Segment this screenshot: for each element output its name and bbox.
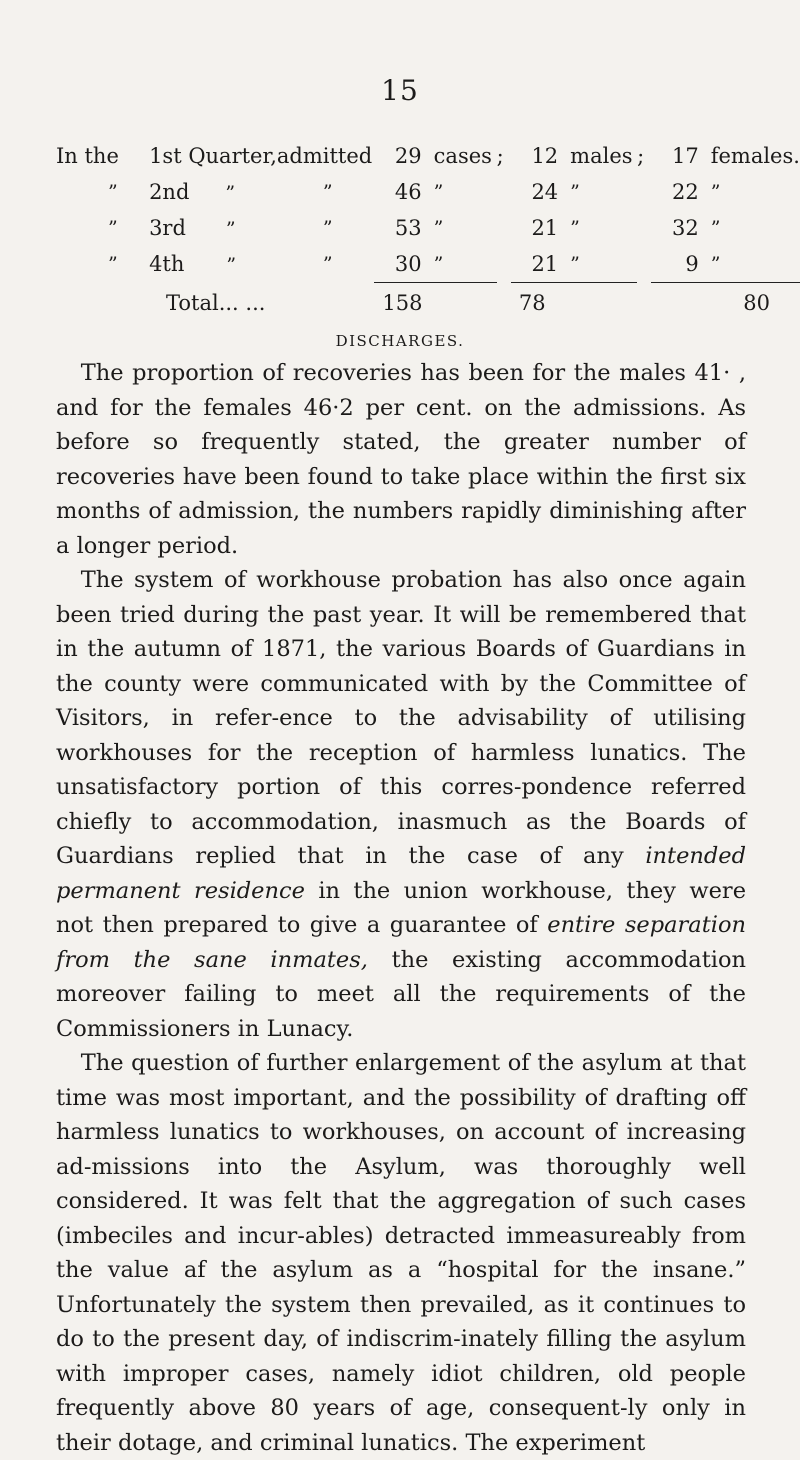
- row-cases: 29: [394, 144, 422, 168]
- emphasis-text: intended permanent residence: [56, 843, 747, 904]
- row-cases-label: ”: [433, 253, 443, 275]
- row-sep1: [497, 246, 511, 283]
- row-admitted: admitted: [276, 144, 373, 168]
- row-males-label: ”: [570, 181, 579, 203]
- row-prefix-ditto: ”: [108, 217, 117, 239]
- row-sep2: [637, 246, 651, 283]
- paragraph-text: The system of workhouse probation has also once again been tried during the past year. It will be remembered that in the autumn of 1871, the various Boards of Guardians in the county were communicated with by the Committee of Visitors, in refer-ence to the advisability of utilising workhouses for the reception of harmless lunatics. The unsatisfactory portion of this corres-pondence referred chiefly to accommodation, inasmuch as the Boards of Guardians replied that in the case of any: [56, 567, 746, 869]
- row-females-label: ”: [710, 181, 720, 203]
- row-cases: 30: [394, 252, 422, 276]
- row-quarter-ditto: ”: [225, 218, 235, 240]
- row-prefix-ditto: ”: [108, 181, 117, 203]
- row-sep1: [497, 174, 511, 210]
- paragraph: The proportion of recoveries has been for the males 41· , and for the females 46·2 per cent. on the admissions. As before so frequently stated, the greater number of recoveries have been found to take place within the first six months of admission, the numbers rapidly diminishing after a longer period.: [56, 360, 746, 559]
- row-males: 24: [531, 180, 559, 204]
- row-cases: 53: [394, 216, 422, 240]
- row-quarter: [149, 246, 277, 283]
- total-males-value: 78: [518, 291, 546, 315]
- row-quarter-label: 3rd: [149, 216, 186, 240]
- row-females: 32: [671, 216, 699, 240]
- row-females-label: ”: [710, 217, 720, 239]
- row-prefix: In the: [56, 144, 119, 168]
- total-cases-value: 158: [382, 291, 423, 315]
- total-cases: [374, 283, 496, 324]
- row-quarter: [149, 174, 277, 210]
- row-sep1: [497, 210, 511, 246]
- total-females-value: 80: [743, 291, 770, 315]
- row-females-label: ”: [710, 253, 720, 275]
- row-males: 21: [531, 252, 559, 276]
- table-row: [56, 246, 800, 283]
- total-row: [56, 283, 800, 324]
- row-males: 21: [531, 216, 559, 240]
- total-males: [511, 283, 637, 324]
- row-sep2: [637, 210, 651, 246]
- row-quarter-label: 2nd: [149, 180, 190, 204]
- row-quarter-ditto: ”: [226, 254, 236, 277]
- row-prefix-ditto: ”: [108, 253, 117, 276]
- total-females: [651, 283, 800, 324]
- row-admitted: ”: [322, 217, 332, 239]
- row-females: 9: [685, 252, 699, 276]
- row-females-label: females.: [710, 144, 800, 168]
- paragraph-text: in the union workhouse, they were not then prepared to give a guarantee of: [56, 877, 747, 938]
- row-females: 17: [671, 144, 699, 168]
- row-males-label: ”: [570, 217, 579, 239]
- emphasis-text: entire separation from the sane inmates,: [56, 912, 746, 973]
- admissions-table: [56, 138, 800, 323]
- row-sep1: ;: [496, 144, 504, 168]
- section-heading: DISCHARGES.: [335, 332, 465, 350]
- page-number: 15: [381, 74, 419, 107]
- table-row: [56, 174, 800, 210]
- row-sep2: [637, 174, 651, 210]
- row-quarter: 1st Quarter,: [149, 144, 277, 168]
- row-females: 22: [671, 180, 699, 204]
- body-text: [56, 356, 746, 1460]
- paragraph: The question of further enlargement of the asylum at that time was most important, and the possibility of drafting off harmless lunatics to workhouses, on account of increasing ad-missions into the Asylum, was thoroughly well considered. It was felt that the aggregation of such cases (imbeciles and incur-ables) detracted immeasureably from the value af the asylum as a “hospital for the insane.” Unfortunately the system then prevailed, as it continues to do to the present day, of indiscrim-inately filling the asylum with improper cases, namely idiot children, old people frequently above 80 years of age, consequent-ly only in their dotage, and criminal lunatics. The experiment: [56, 1050, 746, 1456]
- row-cases-label: cases: [433, 144, 492, 168]
- row-cases: 46: [394, 180, 422, 204]
- row-males-label: ”: [570, 253, 579, 275]
- paragraph: [56, 563, 746, 1046]
- row-cases-label: ”: [433, 217, 443, 239]
- table-row: [56, 138, 800, 174]
- row-males-label: males: [570, 144, 633, 168]
- row-quarter-label: 4th: [149, 252, 185, 277]
- row-males: 12: [531, 144, 559, 168]
- table-row: [56, 210, 800, 246]
- row-admitted: ”: [322, 253, 332, 276]
- paragraph-text: the existing accommodation moreover failing to meet all the requirements of the Commissioners in Lunacy.: [56, 946, 746, 1042]
- row-quarter: [149, 210, 277, 246]
- row-admitted: ”: [322, 181, 332, 203]
- row-quarter-ditto: ”: [225, 182, 235, 204]
- row-cases-label: ”: [433, 181, 443, 203]
- row-sep2: ;: [637, 144, 645, 168]
- total-label: Total... ...: [166, 290, 266, 315]
